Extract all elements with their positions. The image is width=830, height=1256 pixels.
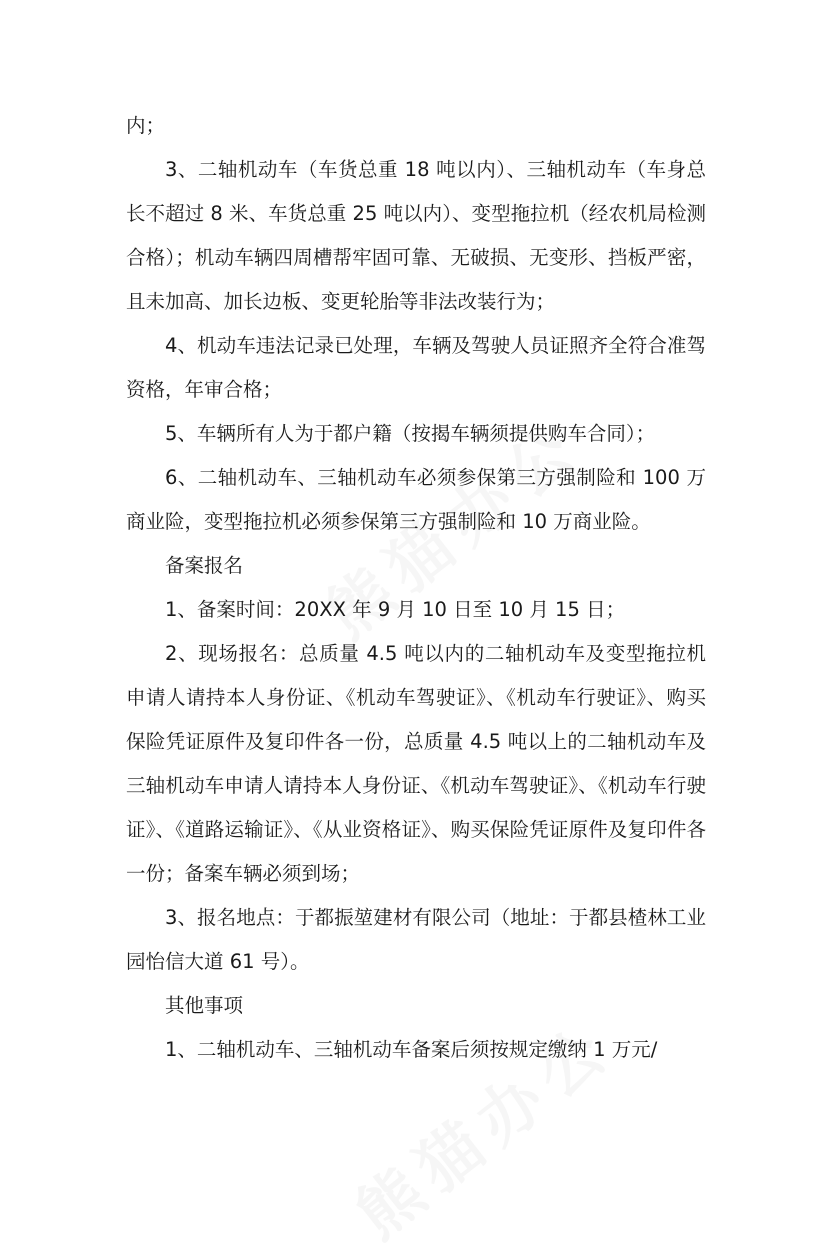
paragraph-other-1: 1、二轴机动车、三轴机动车备案后须按规定缴纳 1 万元/ [165, 1038, 658, 1061]
section-heading-registration: 备案报名 [165, 554, 244, 577]
paragraph-item-4: 4、机动车违法记录已处理，车辆及驾驶人员证照齐全符合准驾资格，年审合格； [126, 334, 706, 401]
paragraph-registration-time: 1、备案时间：20XX 年 9 月 10 日至 10 月 15 日； [165, 598, 626, 621]
paragraph-onsite-registration: 2、现场报名：总质量 4.5 吨以内的二轴机动车及变型拖拉机申请人请持本人身份证、《机动车驾驶证》、《机动车行驶证》、购买保险凭证原件及复印件各一份，总质量 4.5 吨以上的二轴机动车及三轴机动车申请人请持本人身份证、《机动车驾驶证》、《机动车行驶证》、《道路运输证》、《从业资格证》、购买保险凭证原件及复印件各一份；备案车辆必须到场； [126, 642, 706, 885]
document-body [126, 104, 706, 1072]
paragraph-registration-location: 3、报名地点：于都振堃建材有限公司（地址：于都县楂林工业园怡信大道 61 号）。 [126, 906, 706, 973]
paragraph-continuation: 内； [126, 114, 166, 137]
paragraph-item-3: 3、二轴机动车（车货总重 18 吨以内）、三轴机动车（车身总长不超过 8 米、车货总重 25 吨以内）、变型拖拉机（经农机局检测合格）；机动车辆四周槽帮牢固可靠、无破损、无变形、挡板严密，且未加高、加长边板、变更轮胎等非法改装行为； [126, 158, 706, 313]
paragraph-item-6: 6、二轴机动车、三轴机动车必须参保第三方强制险和 100 万商业险，变型拖拉机必须参保第三方强制险和 10 万商业险。 [126, 466, 706, 533]
paragraph-item-5: 5、车辆所有人为于都户籍（按揭车辆须提供购车合同）； [165, 422, 656, 445]
section-heading-other-matters: 其他事项 [165, 994, 244, 1017]
